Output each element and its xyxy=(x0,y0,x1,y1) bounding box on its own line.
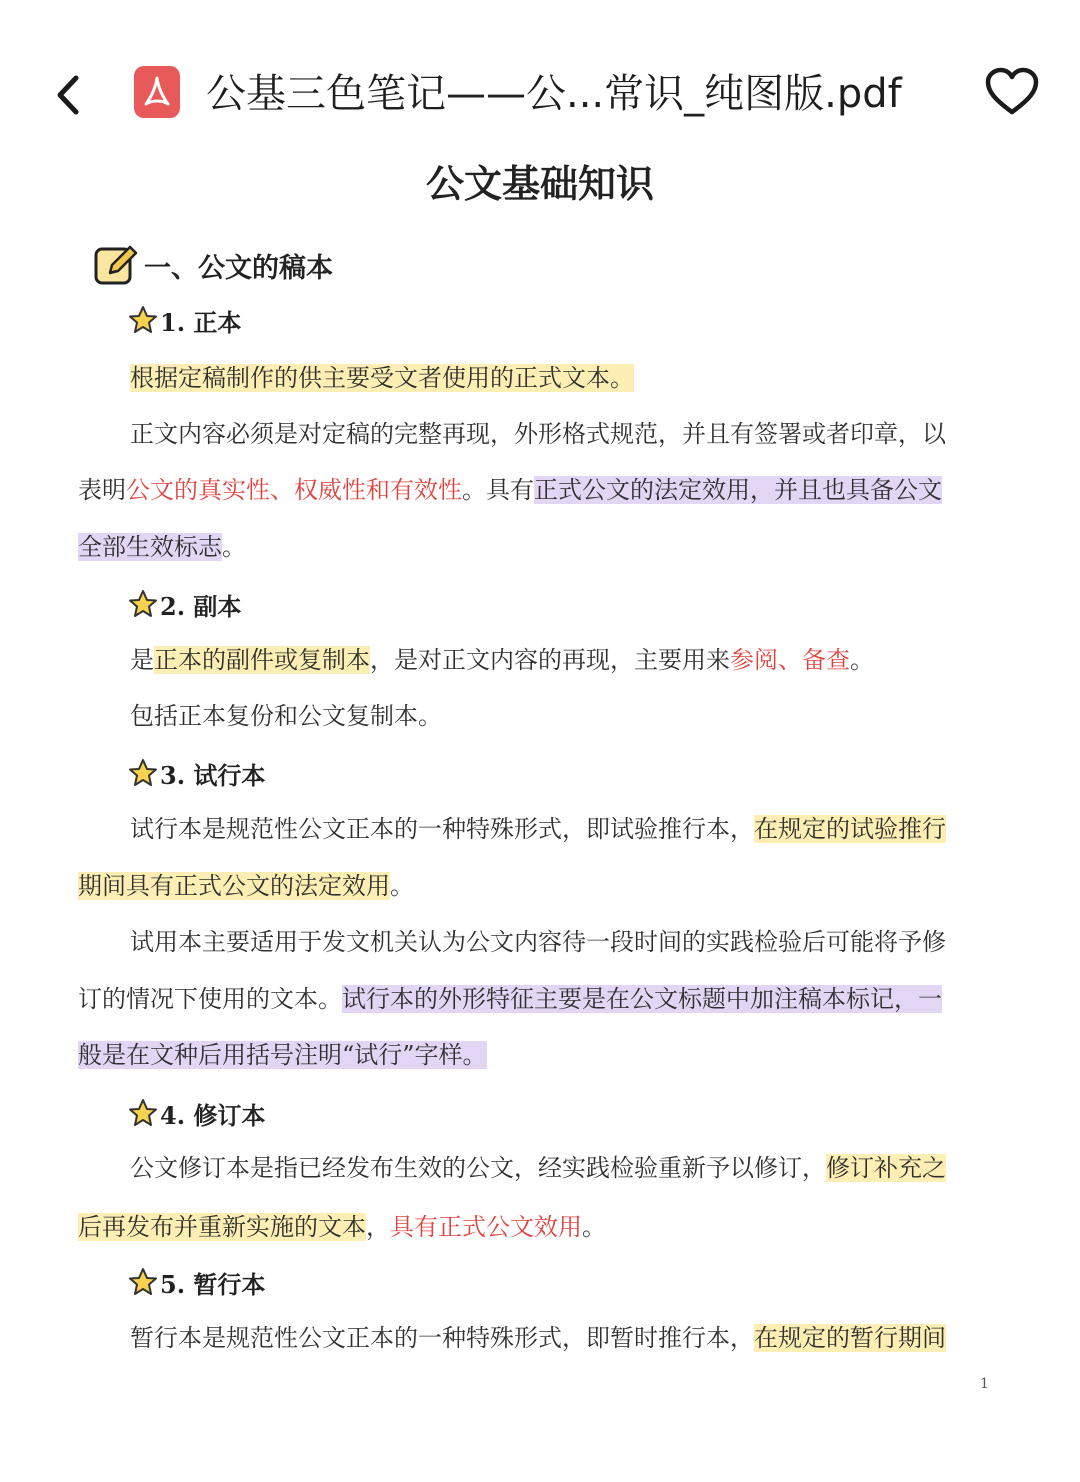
text-segment: 全部生效标志 xyxy=(78,533,222,561)
text-segment: 般是在文种后用括号注明“试行”字样。 xyxy=(78,1041,487,1069)
document-title: 公文基础知识 xyxy=(425,162,654,206)
star-icon xyxy=(128,758,158,788)
text-line xyxy=(130,358,634,398)
text-segment: 具有正式公文效用 xyxy=(390,1213,582,1241)
subsection-label: 1. 正本 xyxy=(160,307,242,337)
heart-icon xyxy=(984,66,1040,118)
subsection-heading xyxy=(128,1260,265,1304)
text-line xyxy=(78,979,942,1019)
text-segment: 试用本主要适用于发文机关认为公文内容待一段时间的实践检验后可能将予修 xyxy=(130,928,946,956)
subsection-heading xyxy=(128,582,241,626)
star-icon xyxy=(128,1098,158,1128)
text-line xyxy=(78,527,246,567)
text-segment: 。 xyxy=(222,533,246,561)
page-number: 1 xyxy=(980,1376,989,1392)
text-segment: ， xyxy=(366,1213,390,1241)
file-title: 公基三色笔记——公...常识_纯图版.pdf xyxy=(206,71,902,117)
text-segment: 。具有 xyxy=(462,476,534,504)
text-segment: 。 xyxy=(850,646,874,674)
subsection-heading xyxy=(128,298,241,342)
text-segment: 正本的副件或复制本 xyxy=(154,646,370,674)
text-segment: ，是对正文内容的再现，主要用来 xyxy=(370,646,730,674)
text-segment: 参阅、备查 xyxy=(730,646,850,674)
pdf-icon xyxy=(134,66,180,118)
text-line xyxy=(130,640,874,680)
text-segment: 在规定的暂行期间 xyxy=(754,1324,946,1352)
star-icon xyxy=(128,1267,158,1297)
text-segment: 暂行本是规范性公文正本的一种特殊形式，即暂时推行本， xyxy=(130,1324,754,1352)
text-line xyxy=(130,414,946,454)
text-segment: 。 xyxy=(582,1213,606,1241)
subsection-heading xyxy=(128,1091,265,1135)
text-line xyxy=(78,1035,487,1075)
subsection-label: 3. 试行本 xyxy=(160,760,266,790)
text-line xyxy=(130,1318,946,1358)
chevron-left-icon xyxy=(48,70,88,120)
back-button[interactable] xyxy=(48,70,88,120)
subsection-label: 2. 副本 xyxy=(160,591,242,621)
star-icon xyxy=(128,589,158,619)
edit-note-icon xyxy=(92,243,140,287)
text-segment: 根据定稿制作的供主要受文者使用的正式文本。 xyxy=(130,364,634,392)
text-segment: 。 xyxy=(390,872,414,900)
text-segment: 公文修订本是指已经发布生效的公文，经实践检验重新予以修订， xyxy=(130,1154,826,1182)
subsection-label: 4. 修订本 xyxy=(160,1100,266,1130)
text-segment: 正文内容必须是对定稿的完整再现，外形格式规范，并且有签署或者印章，以 xyxy=(130,420,946,448)
text-line xyxy=(130,1148,946,1188)
text-line xyxy=(78,1207,606,1247)
text-segment: 后再发布并重新实施的文本 xyxy=(78,1213,366,1241)
text-segment: 包括正本复份和公文复制本。 xyxy=(130,702,442,730)
text-segment: 表明 xyxy=(78,476,126,504)
subsection-heading xyxy=(128,751,265,795)
text-segment: 是 xyxy=(130,646,154,674)
star-icon xyxy=(128,305,158,335)
text-line xyxy=(130,922,946,962)
text-line xyxy=(78,470,942,510)
text-segment: 公文的真实性、权威性和有效性 xyxy=(126,476,462,504)
text-segment: 试行本的外形特征主要是在公文标题中加注稿本标记，一 xyxy=(342,985,942,1013)
text-line xyxy=(130,809,946,849)
text-line xyxy=(130,696,442,736)
text-segment: 正式公文的法定效用，并且也具备公文 xyxy=(534,476,942,504)
subsection-label: 5. 暂行本 xyxy=(160,1269,266,1299)
text-segment: 修订补充之 xyxy=(826,1154,946,1182)
favorite-button[interactable] xyxy=(984,66,1040,118)
text-segment: 试行本是规范性公文正本的一种特殊形式，即试验推行本， xyxy=(130,815,754,843)
text-line xyxy=(78,866,414,906)
section-heading xyxy=(92,240,333,290)
text-segment: 订的情况下使用的文本。 xyxy=(78,985,342,1013)
text-segment: 期间具有正式公文的法定效用 xyxy=(78,872,390,900)
text-segment: 在规定的试验推行 xyxy=(754,815,946,843)
section-heading-label: 一、公文的稿本 xyxy=(144,252,333,284)
